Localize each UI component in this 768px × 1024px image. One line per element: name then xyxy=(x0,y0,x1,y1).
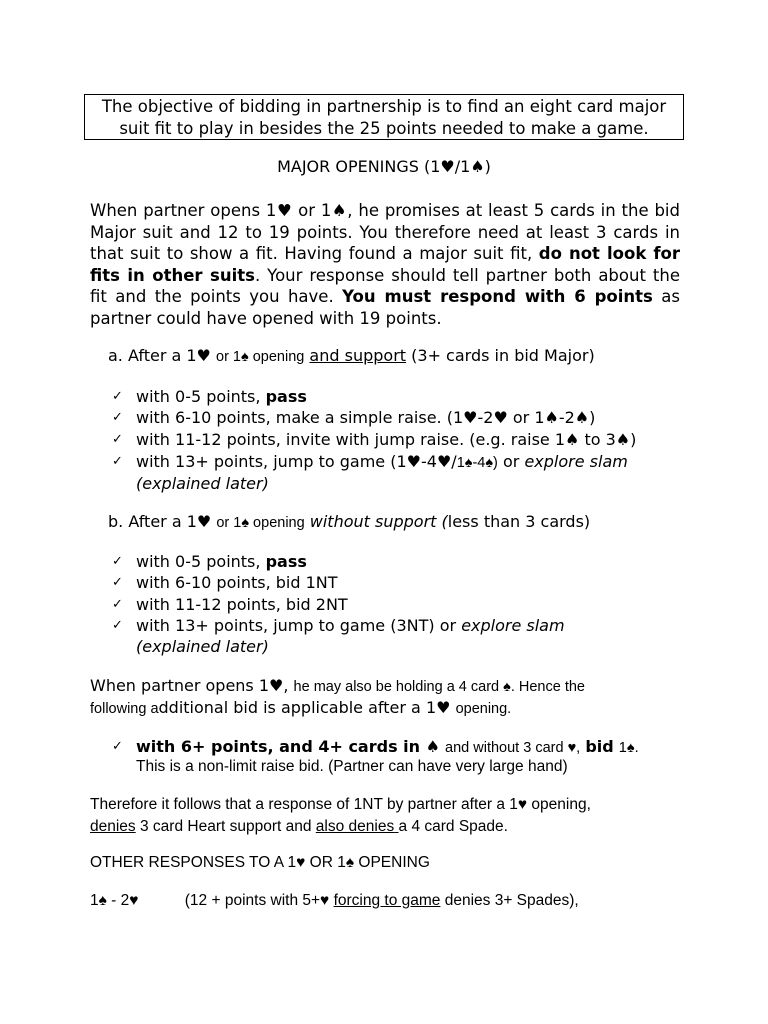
p3-also-denies: also denies xyxy=(315,818,395,835)
checkmark-icon: ✓ xyxy=(112,739,123,754)
checkmark-icon: ✓ xyxy=(112,575,123,590)
last-line-forcing: forcing to game xyxy=(333,892,441,909)
item-text: with 6-10 points, make a simple raise. (1♥-2♥ or 1♠-2♠) xyxy=(136,408,596,427)
item-italic: (explained later) xyxy=(136,637,269,656)
p1-bold-1: do not look for fits in other suits xyxy=(90,244,680,285)
item-text: with 13+ points, jump to game (3NT) or xyxy=(136,616,457,635)
p1-text-1: When partner opens 1♥ or 1♠, he promises at least 5 cards in the bid Major suit and 12 to 19 points. You therefore need at least 3 cards in that suit to show a fit. Having found a major suit fit, xyxy=(90,201,680,264)
section-b-suffix: less than 3 cards) xyxy=(447,512,591,531)
item-small: 1♠. xyxy=(618,740,639,756)
p3-denies: denies xyxy=(90,818,136,835)
p2-text-a: When partner opens 1♥, xyxy=(90,676,289,695)
p1-text-3: as partner could have opened with 19 points. xyxy=(90,287,681,328)
p2-text-c: following a xyxy=(90,701,159,717)
section-b-small: or 1♠ opening xyxy=(216,515,305,531)
checkmark-icon: ✓ xyxy=(112,432,123,447)
item-text: with 6-10 points, bid 1NT xyxy=(136,573,338,592)
extra-item-note: This is a non-limit raise bid. (Partner can have very large hand) xyxy=(136,758,568,775)
item-small: 1♠-4♠) xyxy=(456,455,498,471)
checkmark-icon: ✓ xyxy=(112,618,123,633)
section-b-prefix: b. After a 1♥ xyxy=(108,512,212,531)
p1-bold-2: You must respond with 6 points xyxy=(342,287,653,307)
item-italic: (explained later) xyxy=(136,474,269,493)
section-a-small: or 1♠ opening xyxy=(216,349,305,365)
last-line-bid: 1♠ - 2♥ xyxy=(90,892,139,909)
item-text: with 11-12 points, bid 2NT xyxy=(136,595,348,614)
p2-text-b: he may also be holding a 4 card ♠. Hence the xyxy=(293,679,585,695)
p3-line-1: Therefore it follows that a response of 1NT by partner after a 1♥ opening, xyxy=(90,796,591,813)
p2-text-e: opening. xyxy=(455,701,512,717)
item-italic: explore slam xyxy=(524,452,628,471)
p2-line-1 xyxy=(90,676,585,695)
last-line-pre: (12 + points with 5+♥ xyxy=(184,892,330,909)
p3-mid: 3 card Heart support and xyxy=(140,818,312,835)
item-text: with 0-5 points, xyxy=(136,552,261,571)
section-a-heading xyxy=(108,346,595,365)
checkmark-icon: ✓ xyxy=(112,389,123,404)
checkmark-icon: ✓ xyxy=(112,454,123,469)
p3-end: a 4 card Spade. xyxy=(398,818,508,835)
last-line-post: denies 3+ Spades), xyxy=(444,892,579,909)
section-a-underline: and support xyxy=(309,346,407,365)
intro-box xyxy=(84,94,684,140)
p2-line-2 xyxy=(90,698,511,717)
paragraph-major-openings xyxy=(90,200,680,330)
section-a-suffix: (3+ cards in bid Major) xyxy=(411,346,595,365)
section-b-italic: without support ( xyxy=(309,512,448,531)
intro-line-2: suit fit to play in besides the 25 points needed to make a game. xyxy=(119,119,649,138)
item-bold: bid xyxy=(585,737,614,756)
checkmark-icon: ✓ xyxy=(112,597,123,612)
section-b-heading xyxy=(108,512,590,531)
checkmark-icon: ✓ xyxy=(112,410,123,425)
item-text: or xyxy=(502,452,520,471)
item-bold: with 6+ points, and 4+ cards in ♠ xyxy=(136,737,440,756)
item-text: with 11-12 points, invite with jump raise. (e.g. raise 1♠ to 3♠) xyxy=(136,430,637,449)
other-responses-heading: OTHER RESPONSES TO A 1♥ OR 1♠ OPENING xyxy=(90,854,430,871)
item-italic: explore slam xyxy=(461,616,565,635)
heading-major-openings: MAJOR OPENINGS (1♥/1♠) xyxy=(277,157,491,176)
item-text: with 13+ points, jump to game (1♥-4♥/ xyxy=(136,452,457,471)
last-line xyxy=(90,892,579,910)
p2-text-d: dditional bid is applicable after a 1♥ xyxy=(158,698,451,717)
item-small: and without 3 card ♥, xyxy=(445,740,581,756)
item-text: with 0-5 points, xyxy=(136,387,261,406)
p1-text-2: . Your response should tell partner both about the fit and the points you have. xyxy=(90,265,680,307)
item-bold: pass xyxy=(265,552,307,571)
checkmark-icon: ✓ xyxy=(112,554,123,569)
item-bold: pass xyxy=(265,387,307,406)
intro-line-1: The objective of bidding in partnership is to find an eight card major xyxy=(101,97,667,116)
section-a-prefix: a. After a 1♥ xyxy=(108,346,211,365)
p3-line-2 xyxy=(90,818,508,836)
